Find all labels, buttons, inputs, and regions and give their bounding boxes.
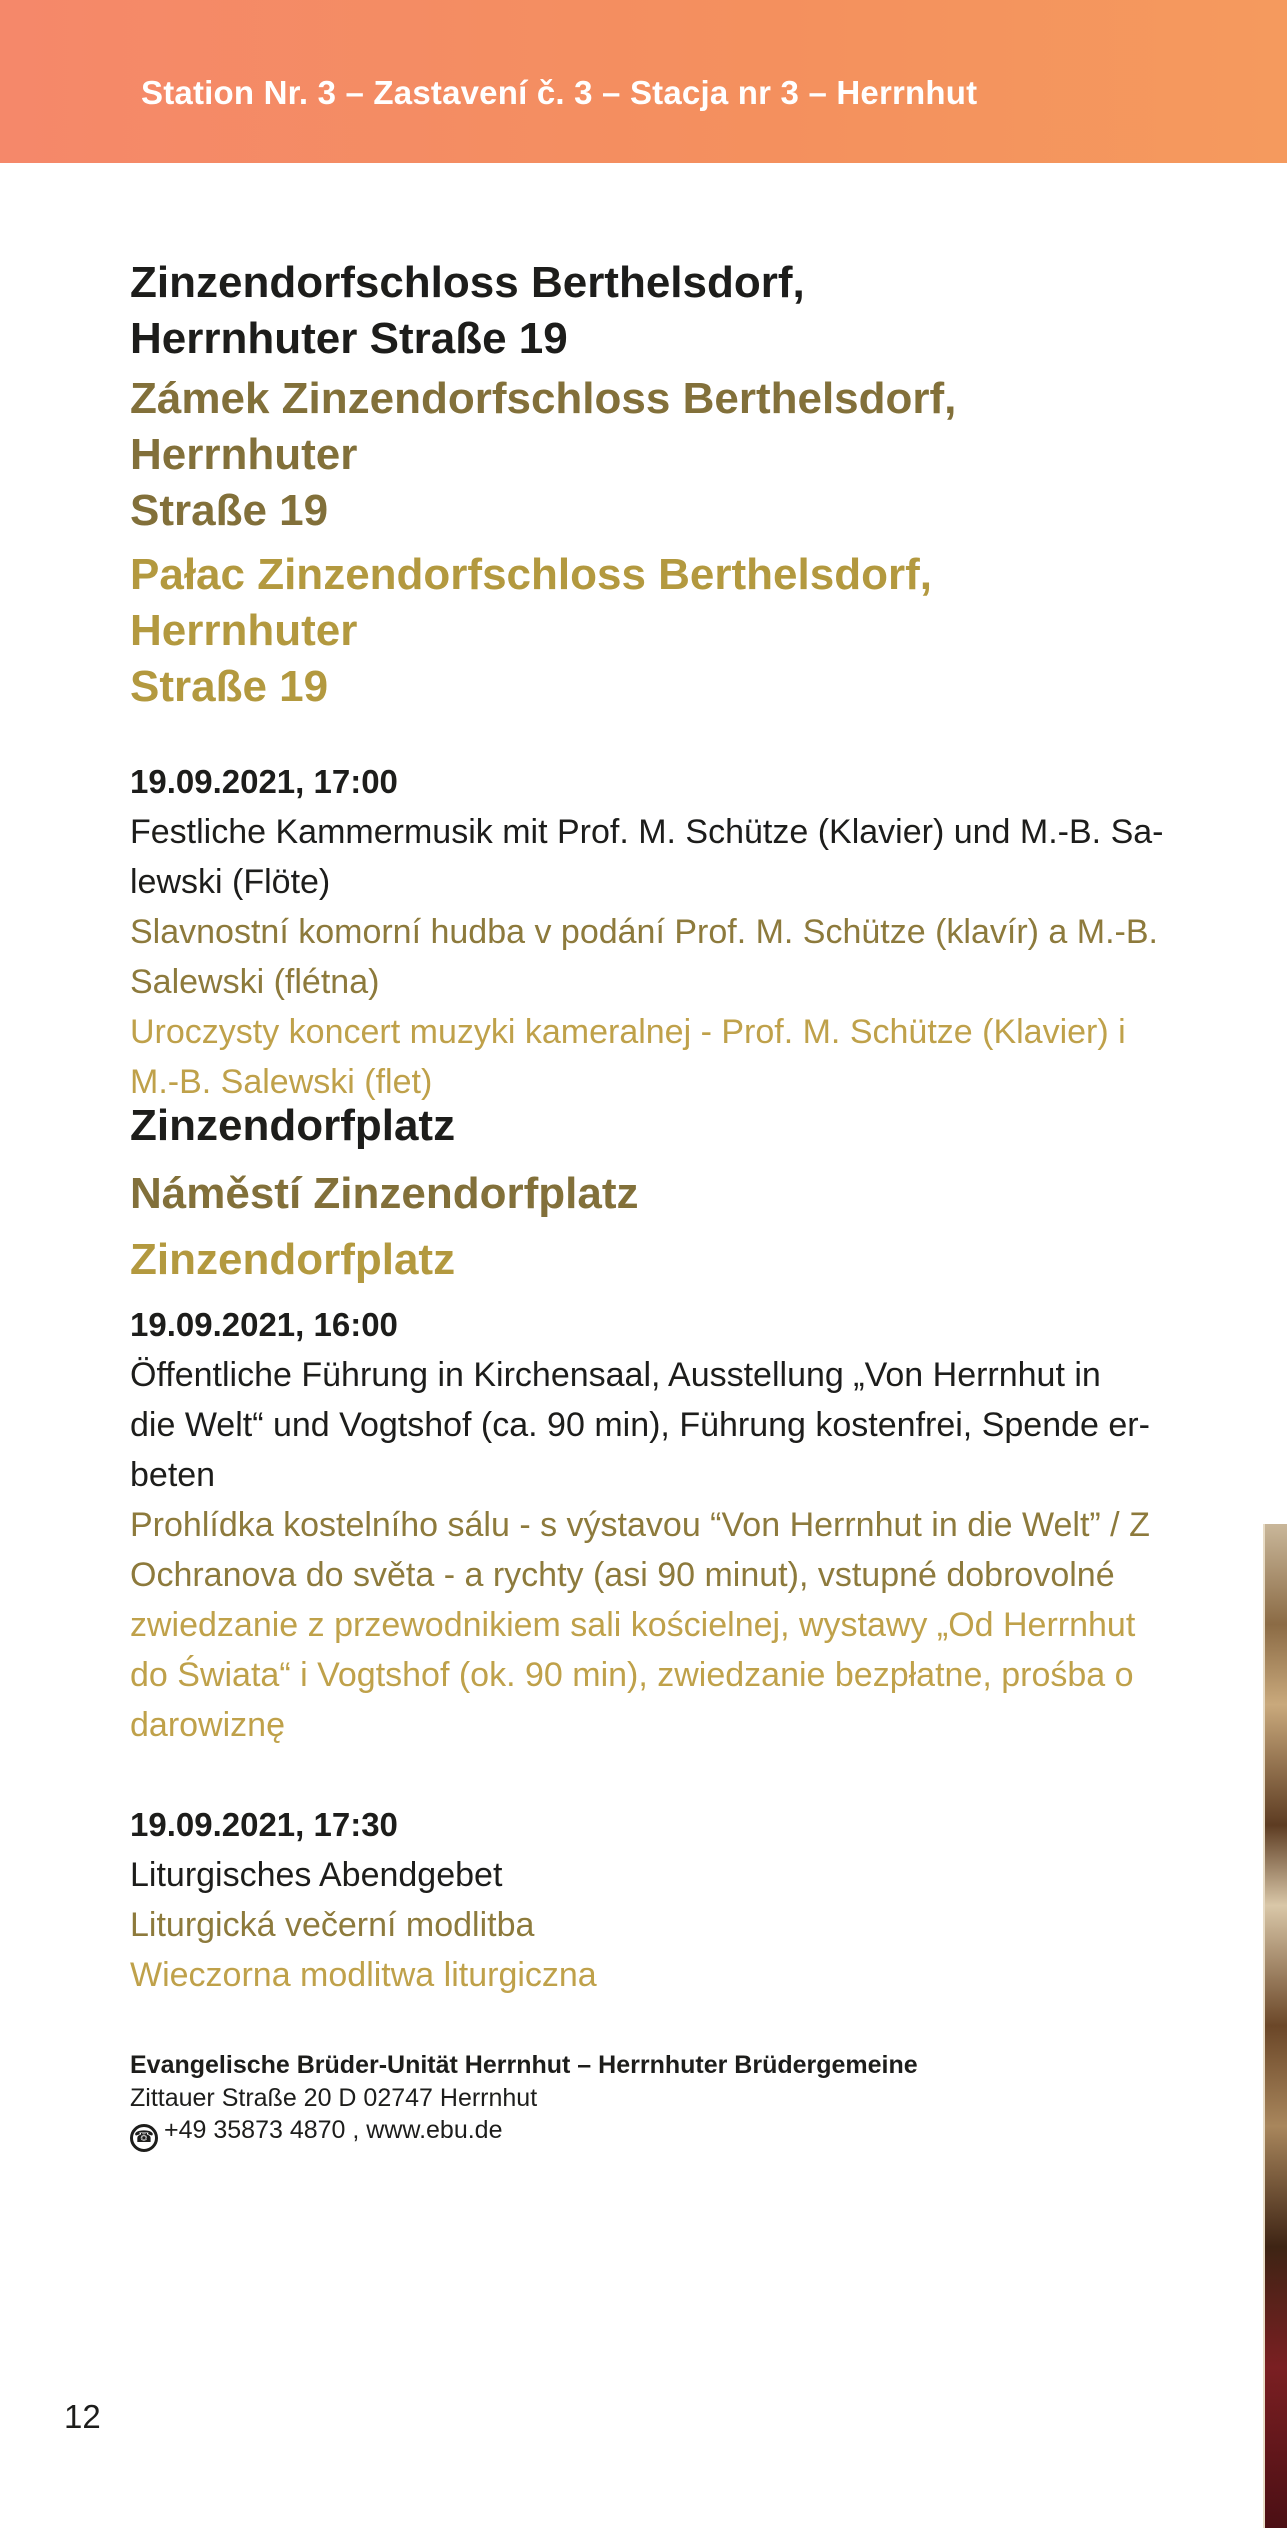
- heading-pl-line: Straße 19: [130, 662, 329, 711]
- event-date: 19.09.2021, 17:30: [130, 1806, 398, 1843]
- heading-de: [130, 255, 1170, 367]
- text-line: beten: [130, 1456, 216, 1494]
- heading-de-line: Zinzendorfschloss Berthelsdorf,: [130, 258, 805, 307]
- heading-de-line: Herrnhuter Straße 19: [130, 314, 568, 363]
- event-date: 19.09.2021, 16:00: [130, 1306, 398, 1343]
- text-line: Uroczysty koncert muzyki kameralnej - Prof. M. Schütze (Klavier) i: [130, 1013, 1126, 1051]
- contact-separator: ,: [345, 2116, 367, 2144]
- heading-cz-line: Zámek Zinzendorfschloss Berthelsdorf, Herrnhuter: [130, 374, 957, 479]
- event-block: [130, 1800, 1170, 2000]
- organizer-website[interactable]: www.ebu.de: [366, 2116, 503, 2144]
- event-date: 19.09.2021, 17:00: [130, 763, 398, 800]
- organizer-address: Zittauer Straße 20 D 02747 Herrnhut: [130, 2084, 538, 2112]
- heading-de: Zinzendorfplatz: [130, 1101, 456, 1150]
- section-schloss: [130, 255, 1170, 1107]
- event-block: [130, 1300, 1170, 1750]
- event-text-cz: Liturgická večerní modlitba: [130, 1906, 535, 1944]
- organizer-phone[interactable]: +49 35873 4870: [164, 2116, 346, 2144]
- text-line: Festliche Kammermusik mit Prof. M. Schütze (Klavier) und M.-B. Sa-: [130, 813, 1164, 851]
- organizer-block: [130, 2048, 1170, 2152]
- heading-pl: Zinzendorfplatz: [130, 1235, 456, 1284]
- event-text-pl: [130, 1600, 1170, 1750]
- event-text-cz: [130, 907, 1170, 1007]
- organizer-name: Evangelische Brüder-Unität Herrnhut – Herrnhuter Brüdergemeine: [130, 2051, 918, 2079]
- text-line: Ochranova do světa - a rychty (asi 90 minut), vstupné dobrovolné: [130, 1556, 1115, 1594]
- section-platz: [130, 1096, 1170, 2152]
- heading-cz-line: Straße 19: [130, 486, 329, 535]
- text-line: M.-B. Salewski (flet): [130, 1063, 433, 1101]
- edge-photo-strip: [1263, 1524, 1287, 2528]
- event-text-de: [130, 807, 1170, 907]
- text-line: Öffentliche Führung in Kirchensaal, Ausstellung „Von Herrnhut in: [130, 1356, 1101, 1394]
- text-line: darowiznę: [130, 1706, 285, 1744]
- event-text-de: Liturgisches Abendgebet: [130, 1856, 503, 1894]
- event-block: [130, 757, 1170, 1107]
- heading-cz: Náměstí Zinzendorfplatz: [130, 1169, 639, 1218]
- heading-pl-line: Pałac Zinzendorfschloss Berthelsdorf, Herrnhuter: [130, 550, 932, 655]
- text-line: die Welt“ und Vogtshof (ca. 90 min), Führung kostenfrei, Spende er-: [130, 1406, 1150, 1444]
- text-line: zwiedzanie z przewodnikiem sali kościelnej, wystawy „Od Herrnhut: [130, 1606, 1136, 1644]
- event-text-cz: [130, 1500, 1170, 1600]
- event-text-pl: Wieczorna modlitwa liturgiczna: [130, 1956, 597, 1994]
- heading-pl: [130, 547, 1170, 715]
- event-text-pl: [130, 1007, 1170, 1107]
- phone-icon: ☎: [130, 2124, 158, 2152]
- event-text-de: [130, 1350, 1170, 1500]
- organizer-contact: [130, 2114, 1170, 2152]
- page-number: 12: [64, 2398, 101, 2435]
- text-line: Prohlídka kostelního sálu - s výstavou “Von Herrnhut in die Welt” / Z: [130, 1506, 1150, 1544]
- text-line: do Świata“ i Vogtshof (ok. 90 min), zwiedzanie bezpłatne, prośba o: [130, 1656, 1134, 1694]
- text-line: Slavnostní komorní hudba v podání Prof. M. Schütze (klavír) a M.-B.: [130, 913, 1159, 951]
- heading-cz: [130, 371, 1170, 539]
- header-band: [0, 0, 1287, 163]
- station-title: Station Nr. 3 – Zastavení č. 3 – Stacja nr 3 – Herrnhut: [141, 74, 978, 111]
- text-line: Salewski (flétna): [130, 963, 380, 1001]
- text-line: lewski (Flöte): [130, 863, 331, 901]
